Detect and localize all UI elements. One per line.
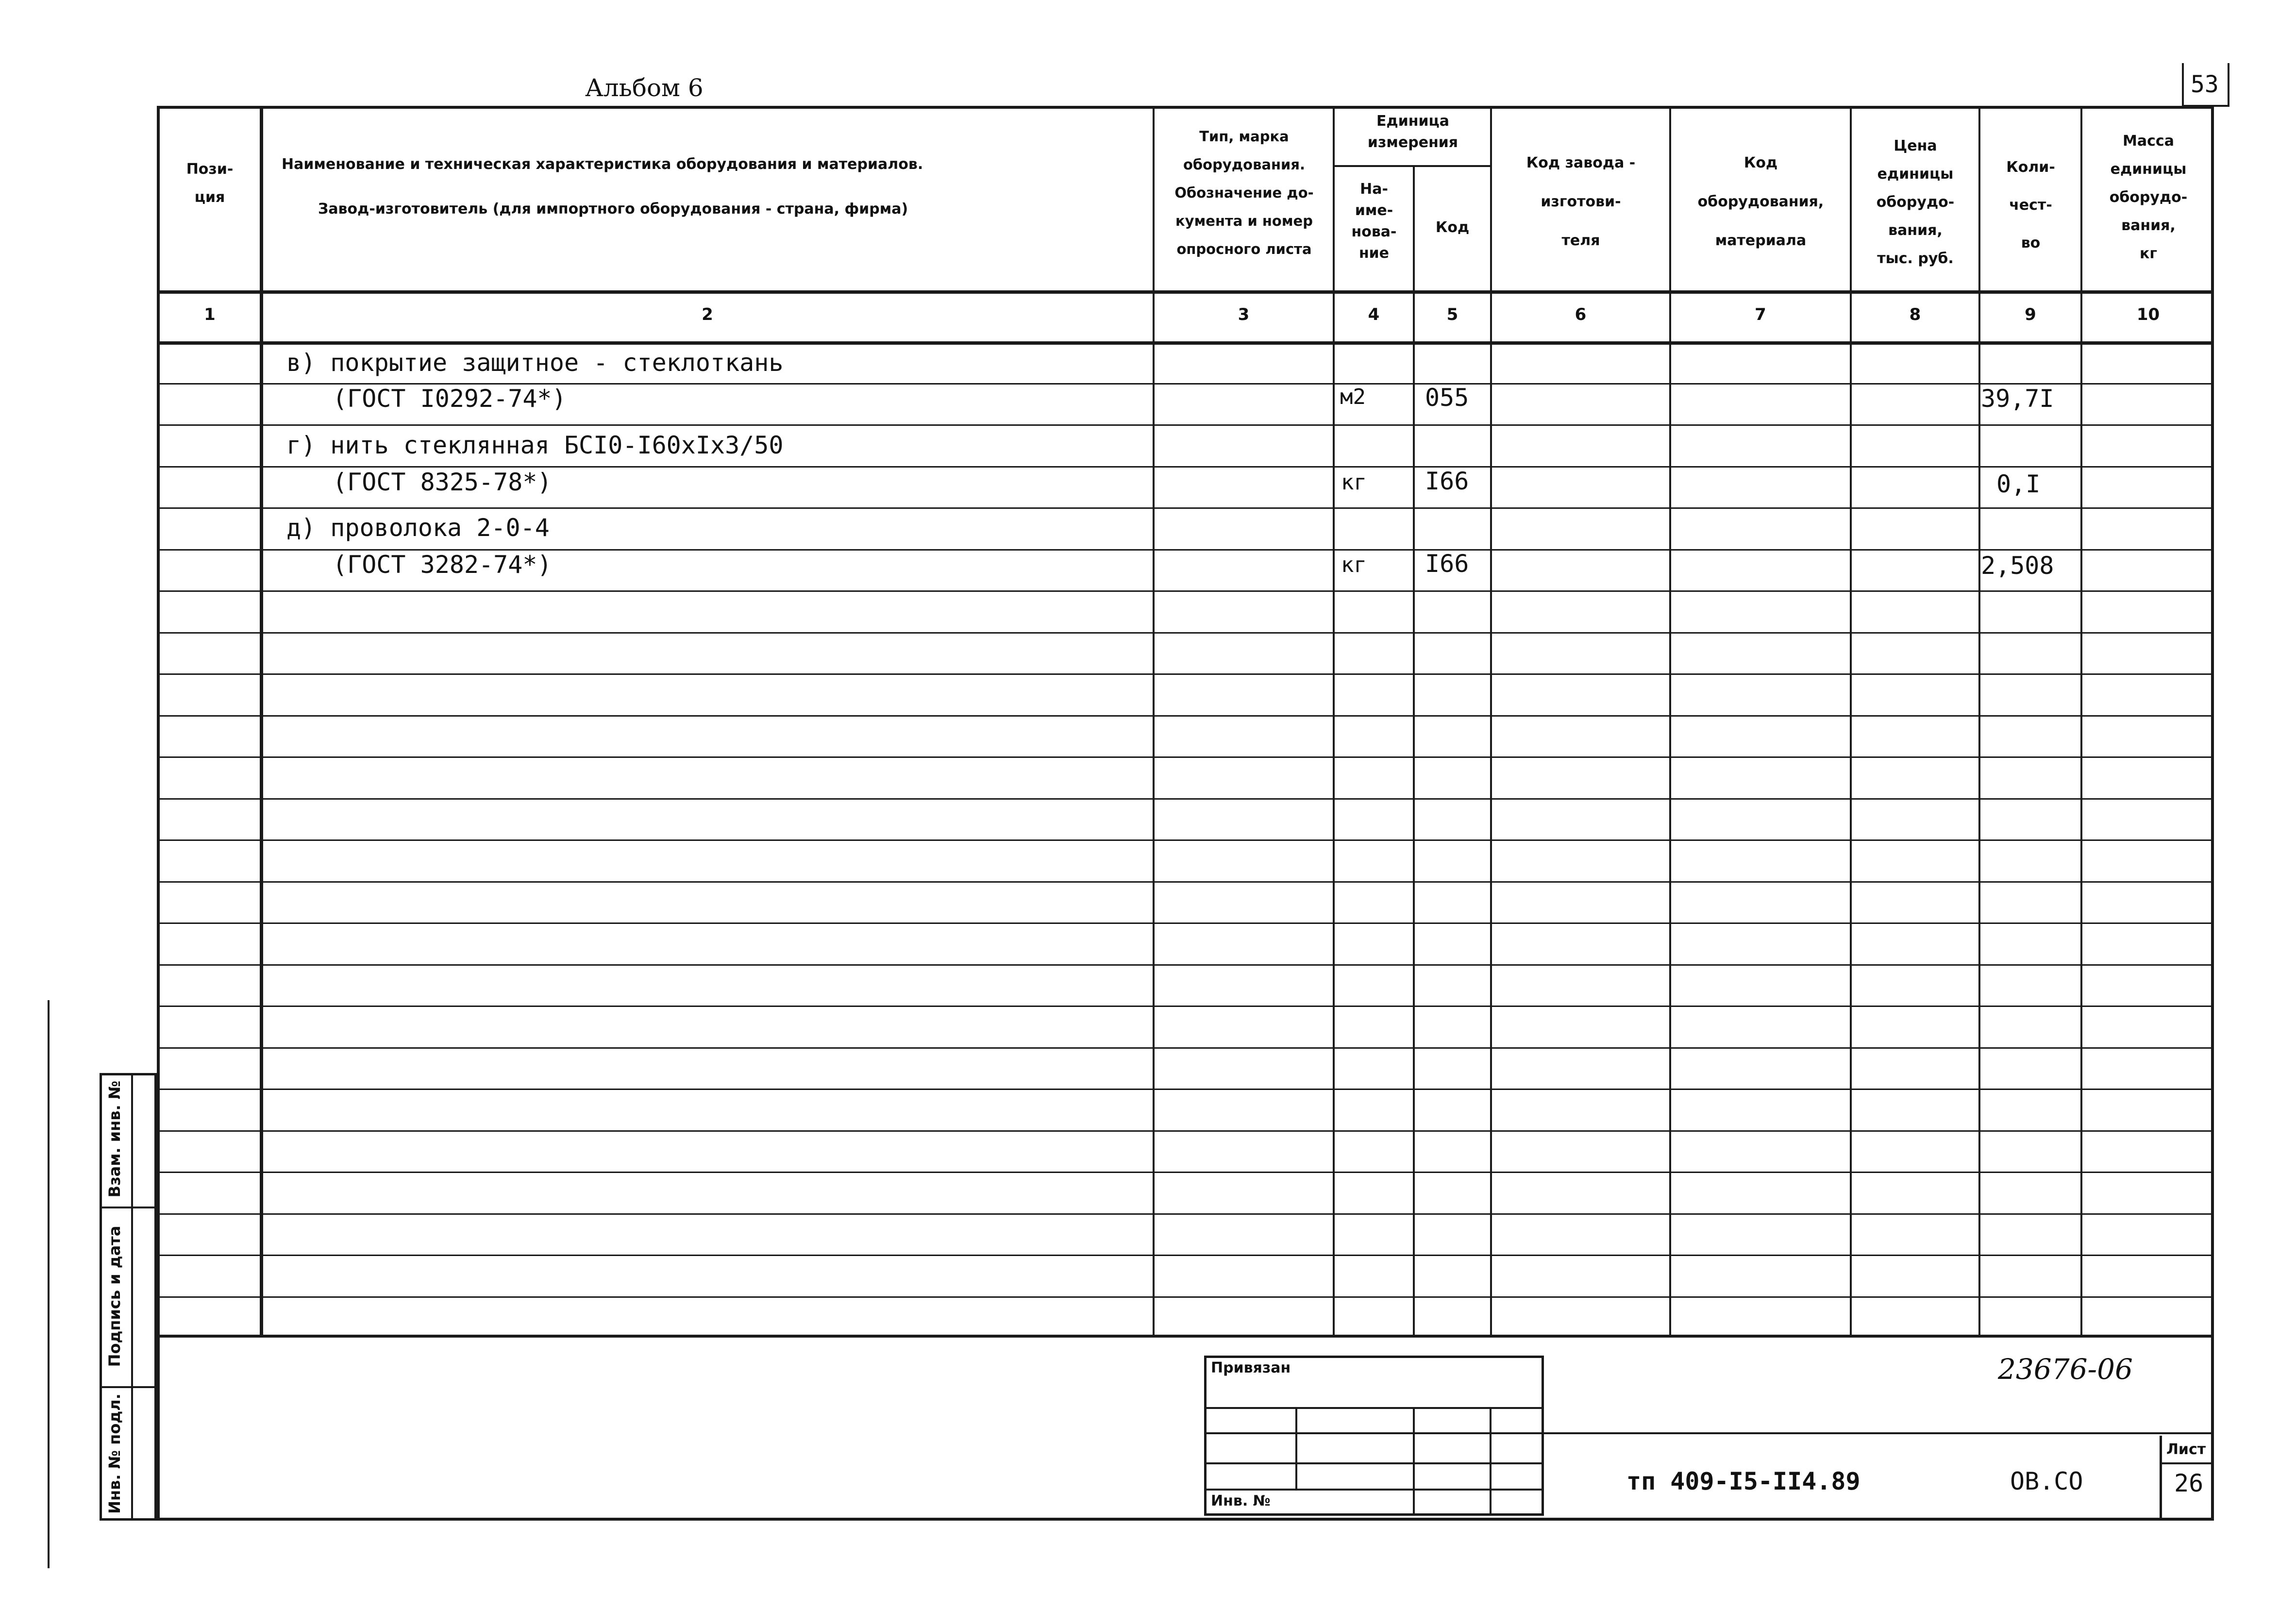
row-6-unit: кг: [1341, 553, 1367, 577]
header-divider: [157, 290, 2214, 294]
row-4-code: I66: [1425, 467, 1469, 495]
table-row-line: [157, 673, 2214, 675]
colnum-3: 3: [1238, 305, 1250, 324]
table-row-line: [157, 1172, 2214, 1173]
side-label-inv: Инв. № подл.: [105, 1393, 124, 1514]
header-name-line1: Наименование и техническая характеристика оборудования и материалов.: [282, 156, 923, 173]
table-row-line: [157, 839, 2214, 841]
header-unit-code: Код: [1435, 219, 1470, 236]
table-row-line: [157, 756, 2214, 758]
colnum-6: 6: [1575, 305, 1587, 324]
colnum-1: 1: [204, 305, 216, 324]
privyazan-stamp: [1204, 1356, 1544, 1516]
header-position: Пози- ция: [186, 161, 234, 206]
colnum-5: 5: [1446, 305, 1458, 324]
row-2-unit: м2: [1340, 385, 1366, 409]
row-6-qty: 2,508: [1981, 552, 2054, 580]
sheet-number: 26: [2174, 1469, 2204, 1497]
handwritten-number: 23676-06: [1998, 1353, 2133, 1386]
col-divider-5: [1490, 106, 1492, 1338]
sheet-label: Лист: [2166, 1441, 2206, 1458]
table-row-line: [157, 466, 2214, 468]
table-row-line: [157, 1006, 2214, 1007]
row-4-name: (ГОСТ 8325-78*): [333, 468, 552, 496]
col-divider-8: [1978, 106, 1980, 1338]
col-divider-9: [2080, 106, 2082, 1338]
col-divider-3: [1333, 106, 1335, 1338]
privyazan-col-1: [1295, 1407, 1297, 1489]
row-2-name: (ГОСТ I0292-74*): [333, 385, 567, 413]
table-row-line: [157, 507, 2214, 509]
row-4-unit: кг: [1341, 470, 1367, 495]
header-quantity: Коли- чест- во: [2006, 159, 2055, 251]
header-equipment-code: Код оборудования, материала: [1697, 154, 1824, 249]
table-row-line: [157, 922, 2214, 924]
row-2-code: 055: [1425, 384, 1469, 412]
row-1-name: в) покрытие защитное - стеклоткань: [286, 349, 784, 377]
row-3-name: г) нить стеклянная БСI0-I60xIx3/50: [286, 431, 784, 459]
row-5-name: д) проволока 2-0-4: [286, 514, 550, 542]
side-strip-inner: [131, 1073, 133, 1521]
table-row-line: [157, 798, 2214, 800]
header-mass: Масса единицы оборудо- вания, кг: [2109, 133, 2188, 262]
colnum-2: 2: [702, 305, 713, 324]
col-divider-1: [260, 106, 263, 1338]
table-row-line: [157, 715, 2214, 717]
table-row-line: [157, 1130, 2214, 1132]
table-row-line: [157, 632, 2214, 634]
row-4-qty: 0,I: [1996, 470, 2041, 498]
inv-label: Инв. №: [1211, 1492, 1271, 1509]
header-type: Тип, марка оборудования. Обозначение до- кумента и номер опросного листа: [1174, 128, 1314, 257]
title-block-frame: [157, 1338, 2214, 1521]
colnum-9: 9: [2025, 305, 2036, 324]
privyazan-line-1: [1204, 1407, 1544, 1409]
table-row-line: [157, 1213, 2214, 1215]
row-2-qty: 39,7I: [1981, 385, 2054, 413]
col-divider-2: [1153, 106, 1155, 1338]
privyazan-label: Привязан: [1211, 1359, 1291, 1376]
privyazan-col-2: [1413, 1407, 1415, 1516]
binding-line: [48, 1000, 50, 1568]
side-label-vzam: Взам. инв. №: [105, 1080, 124, 1198]
header-unit-name: На- име- нова- ние: [1351, 181, 1397, 262]
designation-top-line: [1544, 1432, 2214, 1434]
colnum-10: 10: [2136, 305, 2160, 324]
page-number: 53: [2191, 71, 2219, 98]
colnum-8: 8: [1909, 305, 1921, 324]
row-6-code: I66: [1425, 550, 1469, 578]
table-row-line: [157, 590, 2214, 592]
col-divider-6: [1669, 106, 1671, 1338]
unit-group-divider: [1333, 165, 1490, 167]
doc-suffix: ОВ.СО: [2010, 1467, 2083, 1495]
header-name-line2: Завод-изготовитель (для импортного оборудования - страна, фирма): [318, 201, 908, 218]
table-row-line: [157, 1296, 2214, 1298]
album-label: Альбом 6: [585, 74, 704, 102]
side-label-podpis: Подпись и дата: [105, 1225, 124, 1367]
privyazan-line-3: [1204, 1462, 1544, 1464]
table-row-line: [157, 881, 2214, 883]
table-row-line: [157, 964, 2214, 966]
col-divider-7: [1850, 106, 1852, 1338]
colnum-4: 4: [1368, 305, 1380, 324]
header-unit-group: Единица измерения: [1367, 113, 1458, 151]
table-row-line: [157, 424, 2214, 426]
privyazan-line-4: [1204, 1489, 1544, 1491]
header-price: Цена единицы оборудо- вания, тыс. руб.: [1876, 137, 1955, 267]
privyazan-line-2: [1204, 1432, 1544, 1434]
sheet-box-divider: [2160, 1462, 2214, 1464]
doc-code: тп 409-I5-II4.89: [1626, 1467, 1860, 1495]
row-6-name: (ГОСТ 3282-74*): [333, 551, 552, 579]
header-factory-code: Код завода - изготови- теля: [1526, 154, 1636, 249]
col-divider-4: [1413, 165, 1415, 1338]
table-row-line: [157, 1255, 2214, 1256]
number-row-divider: [157, 341, 2214, 345]
colnum-7: 7: [1755, 305, 1766, 324]
table-row-line: [157, 1047, 2214, 1049]
table-row-line: [157, 1089, 2214, 1090]
privyazan-col-3: [1490, 1407, 1492, 1516]
